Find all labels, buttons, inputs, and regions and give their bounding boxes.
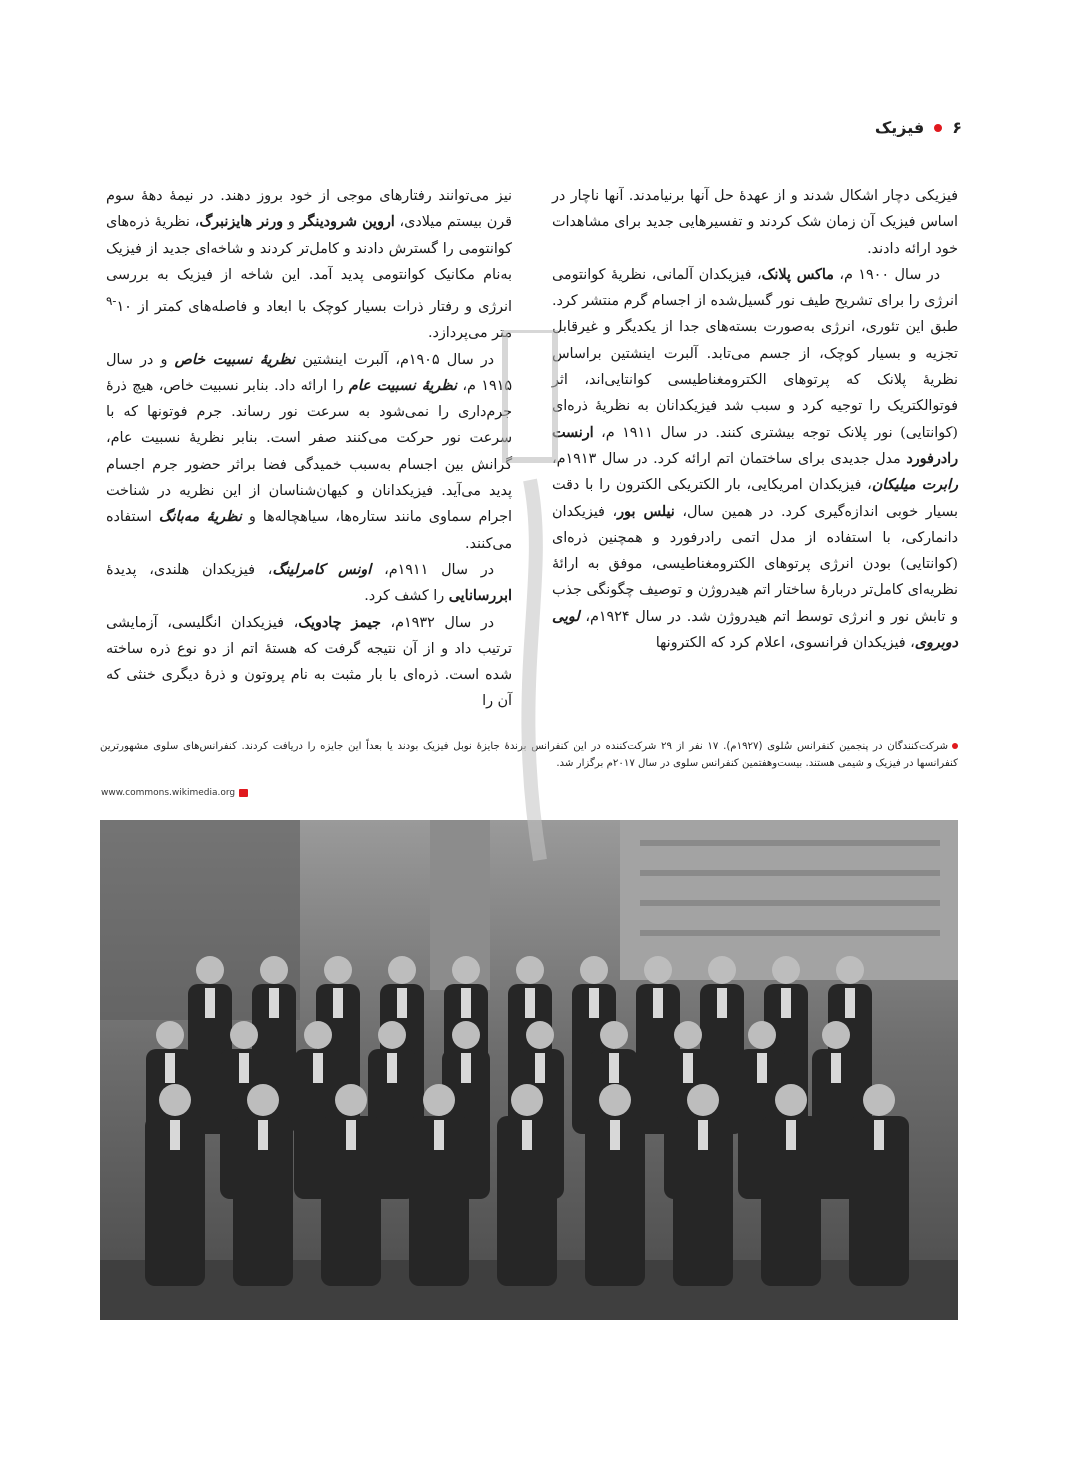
source-url: www.commons.wikimedia.org [101, 788, 236, 798]
left-text-column [106, 183, 512, 715]
person-head [580, 956, 608, 984]
person-head [196, 956, 224, 984]
person-head [748, 1021, 776, 1049]
paragraph: در سال ۱۹۰۵م، آلبرت اینشتین نظریهٔ نسبیت خاص و در سال ۱۹۱۵ م، نظریهٔ نسبیت عام را ارائه داد. بنابر نسبیت خاص، هیچ ذرهٔ جرم‌داری را نمی‌شود به سرعت نور رساند. جرم فوتونها که با سرعت نور حرکت می‌کنند صفر است. بنابر نظریهٔ نسبیت عام، گرانش بین اجسام به‌سبب خمیدگی فضا براثر حضور جرم اجسام پدید می‌آید. فیزیکدانان و کیهان‌شناسان از این نظریه در شناخت اجرام سماوی مانند ستاره‌ها، سیاهچاله‌ها و نظریهٔ مه‌بانگ استفاده می‌کنند. [106, 351, 512, 552]
person-head [687, 1084, 719, 1116]
photograph-icon [100, 820, 958, 1320]
person-head [335, 1084, 367, 1116]
right-text-column [552, 183, 958, 656]
person-head [156, 1021, 184, 1049]
person-head [247, 1084, 279, 1116]
bullet-dot-icon [934, 124, 942, 132]
person-head [775, 1084, 807, 1116]
photo-source [101, 788, 248, 798]
person-head [526, 1021, 554, 1049]
person-head [230, 1021, 258, 1049]
caption-bullet-icon [952, 743, 958, 749]
person-head [674, 1021, 702, 1049]
paragraph: نیز می‌توانند رفتارهای موجی از خود بروز دهند. در نیمهٔ دههٔ سوم قرن بیستم میلادی، اروین شرودینگر و ورنر هایزنبرگ، نظریهٔ ذره‌های کوانتومی را گسترش دادند و کامل‌تر کردند و شاخه‌ای جدید از فیزیک به‌نام مکانیک کوانتومی پدید آمد. این شاخه از فیزیک به بررسی انرژی و رفتار ذرات بسیار کوچک با ابعاد و فاصله‌های کمتر از $۱۰^{-۹}$ متر می‌پردازد. [106, 188, 512, 342]
person-head [378, 1021, 406, 1049]
person-head [836, 956, 864, 984]
paragraph: فیزیکی دچار اشکال شدند و از عهدهٔ حل آنها برنیامدند. آنها ناچار در اساس فیزیک آن زمان شک کردند و تفسیرهایی جدید برای مشاهدات خود ارائه دادند. [552, 188, 958, 257]
person-head [304, 1021, 332, 1049]
person-head [452, 1021, 480, 1049]
person-head [863, 1084, 895, 1116]
person-head [516, 956, 544, 984]
paragraph: در سال ۱۹۰۰ م، ماکس پلانک، فیزیکدان آلمانی، نظریهٔ کوانتومی انرژی را برای تشریح طیف نور گسیل‌شده از اجسام گرم منتشر کرد. طبق این تئوری، انرژی به‌صورت بسته‌های جدا از یکدیگر و غیرقابل تجزیه و بسیار کوچک، از جسم می‌تابد. آلبرت اینشتین براساس نظریهٔ پلانک که پرتوهای الکترومغناطیسی کوانتایی‌اند، اثر فوتوالکتریک را توجیه کرد و سبب شد فیزیکدانان به نظریهٔ ذره‌ای (کوانتایی) نور پلانک توجه بیشتری کنند. در سال ۱۹۱۱ م، ارنست رادرفورد مدل جدیدی برای ساختمان اتم ارائه کرد. در سال ۱۹۱۳م، رابرت میلیکان، فیزیکدان امریکایی، بار الکتریکی الکترون را با دقت بسیار خوبی اندازه‌گیری کرد. در همین سال، نیلس بور، فیزیکدان دانمارکی، با استفاده از مدل اتمی رادرفورد و همچنین ذره‌ای (کوانتایی) بودن انرژی پرتوهای الکترومغناطیسی، موفق به ارائهٔ نظریه‌ای کامل‌تر دربارهٔ ساختار اتم هیدروژن و توصیف چگونگی جذب و تابش نور و انرژی توسط اتم هیدروژن شد. در سال ۱۹۲۴م، لویی دوبروی، فیزیکدان فرانسوی، اعلام کرد که الکترونها [552, 266, 959, 652]
image-source-icon [239, 789, 248, 797]
person-head [599, 1084, 631, 1116]
paragraph: در سال ۱۹۳۲م، جیمز چادویک، فیزیکدان انگلیسی، آزمایشی ترتیب داد و از آن نتیجه گرفت که هستهٔ اتم از دو نوع ذره ساخته شده است. ذره‌ای با بار مثبت به نام پروتون و ذرهٔ دیگری خنثی که آن را [106, 614, 512, 710]
person-head [452, 956, 480, 984]
person-head [388, 956, 416, 984]
person-head [423, 1084, 455, 1116]
section-title: فیزیک [874, 118, 925, 137]
person-head [644, 956, 672, 984]
page-header [875, 118, 962, 137]
person-head [600, 1021, 628, 1049]
photo-caption [100, 738, 958, 772]
person-head [772, 956, 800, 984]
person-head [159, 1084, 191, 1116]
person-head [511, 1084, 543, 1116]
person-head [260, 956, 288, 984]
person-head [822, 1021, 850, 1049]
caption-text: شرکت‌کنندگان در پنجمین کنفرانس سُلوی (۱۹۲۷م). ۱۷ نفر از ۲۹ شرکت‌کننده در این کنفرانس برندهٔ جایزهٔ نوبل فیزیک بودند یا بعداً این جایزه را دریافت کردند. کنفرانس‌های سلوی مشهورترین کنفرانسها در فیزیک و شیمی هستند. بیست‌وهفتمین کنفرانس سلوی در سال ۲۰۱۷م برگزار شد. [100, 741, 958, 769]
person-head [708, 956, 736, 984]
paragraph: در سال ۱۹۱۱م، اونس کامرلینگ، فیزیکدان هلندی، پدیدهٔ ابررسانایی را کشف کرد. [106, 561, 512, 605]
page-number: ۶ [952, 118, 962, 137]
group-photograph [100, 820, 958, 1320]
person-head [324, 956, 352, 984]
